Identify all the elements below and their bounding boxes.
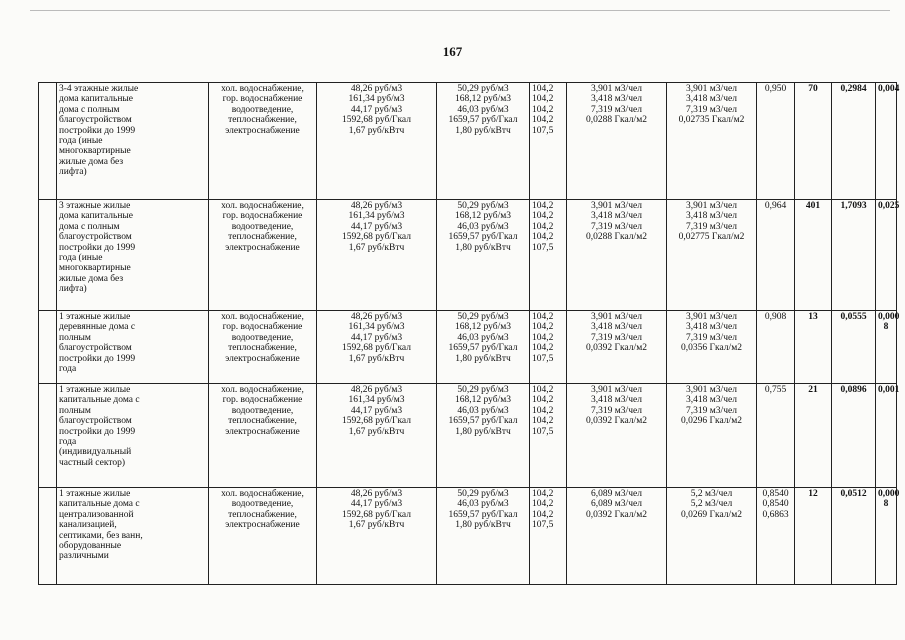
coefficient-cell [757,200,795,311]
cell-line: 7,319 м3/чел [686,332,737,343]
cell-line: 8 [883,499,889,510]
cell-line: 161,34 руб/м3 [348,395,405,406]
table-row [39,311,897,384]
tariffs-current-cell [317,200,437,311]
coefficient-cell [757,488,795,585]
scan-edge [30,10,890,11]
coefficient-cell [757,384,795,488]
cell-line: 1659,57 руб/Гкал [448,509,518,520]
cell-line: года [59,364,77,375]
cell-line: 1659,57 руб/Гкал [448,232,518,243]
cell-line: частный сектор) [59,457,126,468]
value-2-cell: 1,7093 [832,200,876,311]
cell-line: теплоснабжение, [228,343,297,354]
page-number: 167 [442,44,463,59]
tariff-table [38,82,900,585]
cell-line: 104,2 [532,94,554,105]
cell-line: 1659,57 руб/Гкал [448,343,518,354]
cell-line: 1,80 руб/кВтч [455,520,511,531]
norm-current-cell [567,83,667,200]
index-cell [530,384,567,488]
cell-line: 0,0269 Гкал/м2 [681,509,742,520]
cell-line: 0,0392 Гкал/м2 [586,416,647,427]
cell-line: 0,000 [878,312,900,322]
cell-line: 48,26 руб/м3 [350,312,403,322]
cell-line: 104,2 [532,312,554,322]
cell-line: 104,2 [532,343,554,354]
tariffs-current-cell [317,384,437,488]
cell-line: 0,004 [878,84,900,94]
norm-current-cell [567,488,667,585]
cell-line: 7,319 м3/чел [686,405,737,416]
value-1-cell: 13 [795,311,832,384]
cell-line: 7,319 м3/чел [686,221,737,232]
cell-line: 104,2 [532,322,554,333]
cell-line: 3,901 м3/чел [591,385,642,395]
cell-line: 1 этажные жилые [59,489,131,499]
cell-line: 0,755 [764,385,787,395]
cell-line: 3,418 м3/чел [686,395,737,406]
norm-new-cell [667,384,757,488]
row-margin-cell [39,488,57,585]
cell-line: 46,03 руб/м3 [457,221,509,232]
value-1-cell: 70 [795,83,832,200]
cell-line: лифта) [59,284,87,295]
cell-line: 1592,68 руб/Гкал [342,343,411,354]
cell-line: 3,901 м3/чел [591,84,642,94]
cell-line: 0,001 [878,385,900,395]
cell-line: 104,2 [532,221,554,232]
cell-line: гор. водоснабжение [222,94,303,105]
cell-line: теплоснабжение, [228,509,297,520]
tariffs-new-cell [437,200,530,311]
services-cell [209,384,317,488]
cell-line: 104,2 [532,416,554,427]
norm-new-cell [667,311,757,384]
cell-line: 104,2 [532,84,554,94]
cell-line: постройки до 1999 [59,125,136,136]
cell-line: теплоснабжение, [228,416,297,427]
cell-line: 44,17 руб/м3 [350,405,403,416]
cell-line: 1,67 руб/кВтч [348,125,405,136]
cell-line: деревянные дома с [59,322,136,333]
cell-line: 104,2 [532,385,554,395]
cell-line: 161,34 руб/м3 [348,322,405,333]
value-2-cell: 0,0512 [832,488,876,585]
cell-line: электроснабжение [225,426,300,437]
cell-line: 3,901 м3/чел [686,312,737,322]
norm-new-cell [667,83,757,200]
cell-line: 0,0296 Гкал/м2 [681,416,742,427]
value-2-cell: 0,2984 [832,83,876,200]
cell-line: 3,901 м3/чел [686,385,737,395]
cell-line: 104,2 [532,211,554,222]
value-3-cell [876,311,900,384]
cell-line: 1,67 руб/кВтч [348,353,405,364]
cell-line: 0,0392 Гкал/м2 [586,509,647,520]
cell-line: 161,34 руб/м3 [348,211,405,222]
cell-line: 1659,57 руб/Гкал [448,416,518,427]
cell-line: 104,2 [532,104,554,115]
cell-line: 3,418 м3/чел [591,395,642,406]
cell-line: 50,29 руб/м3 [457,489,509,499]
value-1-cell: 21 [795,384,832,488]
tariffs-new-cell [437,83,530,200]
cell-line: 0,025 [878,201,900,211]
cell-line: 168,12 руб/м3 [455,94,511,105]
cell-line: гор. водоснабжение [222,211,303,222]
cell-line: 0,6863 [762,509,789,520]
cell-line: 1,67 руб/кВтч [348,520,405,531]
cell-line: 1,80 руб/кВтч [455,242,511,253]
tariffs-current-cell [317,83,437,200]
table-row [39,83,897,200]
cell-line: 3,418 м3/чел [686,94,737,105]
cell-line: капитальные дома с [59,395,140,406]
cell-line: 3 этажные жилые [59,201,131,211]
cell-line: 44,17 руб/м3 [350,332,403,343]
cell-line: благоустройством [59,416,132,427]
cell-line: 1592,68 руб/Гкал [342,115,411,126]
cell-line: 104,2 [532,201,554,211]
cell-line: дома с полным [59,221,120,232]
cell-line: 6,089 м3/чел [591,489,642,499]
cell-line: 3,418 м3/чел [591,322,642,333]
cell-line: 3,901 м3/чел [591,312,642,322]
cell-line: 6,089 м3/чел [591,499,642,510]
cell-line: 0,02775 Гкал/м2 [678,232,745,243]
cell-line: дома капитальные [59,94,133,105]
services-cell [209,83,317,200]
cell-line: 107,5 [532,520,554,531]
cell-line: 168,12 руб/м3 [455,322,511,333]
tariff-table-body [39,83,900,585]
cell-line: 0,8540 [762,489,789,499]
cell-line: благоустройством [59,343,132,354]
cell-line: 107,5 [532,242,554,253]
cell-line: 104,2 [532,232,554,243]
cell-line: 107,5 [532,426,554,437]
index-cell [530,311,567,384]
bottom-rule [38,584,858,585]
cell-line: теплоснабжение, [228,115,297,126]
cell-line: лифта) [59,167,87,178]
cell-line: 1 этажные жилые [59,385,131,395]
cell-line: 48,26 руб/м3 [350,84,403,94]
cell-line: (индивидуальный [59,447,132,458]
cell-line: 7,319 м3/чел [591,405,642,416]
cell-line: 104,2 [532,489,554,499]
cell-line: 50,29 руб/м3 [457,201,509,211]
cell-line: различными [59,551,109,562]
cell-line: 1592,68 руб/Гкал [342,232,411,243]
cell-line: 8 [883,322,889,333]
cell-line: теплоснабжение, [228,232,297,243]
cell-line: жилые дома без [59,156,124,167]
cell-line: гор. водоснабжение [222,395,303,406]
cell-line: электроснабжение [225,125,300,136]
category-cell [57,83,209,200]
value-3-cell [876,83,900,200]
table-row [39,384,897,488]
category-cell [57,311,209,384]
cell-line: 107,5 [532,353,554,364]
cell-line: 107,5 [532,125,554,136]
norm-new-cell [667,200,757,311]
cell-line: 7,319 м3/чел [591,332,642,343]
cell-line: 104,2 [532,499,554,510]
cell-line: 1,80 руб/кВтч [455,125,511,136]
cell-line: 1592,68 руб/Гкал [342,509,411,520]
cell-line: благоустройством [59,232,132,243]
coefficient-cell [757,311,795,384]
services-cell [209,200,317,311]
cell-line: 0,000 [878,489,900,499]
cell-line: постройки до 1999 [59,353,136,364]
cell-line: 0,8540 [762,499,789,510]
row-margin-cell [39,384,57,488]
cell-line: полным [59,332,91,343]
cell-line: 0,908 [764,312,787,322]
cell-line: 104,2 [532,332,554,343]
cell-line: септиками, без ванн, [59,530,143,541]
cell-line: 44,17 руб/м3 [350,104,403,115]
cell-line: 50,29 руб/м3 [457,385,509,395]
cell-line: 48,26 руб/м3 [350,201,403,211]
index-cell [530,488,567,585]
cell-line: 168,12 руб/м3 [455,211,511,222]
cell-line: постройки до 1999 [59,426,136,437]
category-cell [57,200,209,311]
cell-line: 46,03 руб/м3 [457,405,509,416]
cell-line: полным [59,405,91,416]
norm-current-cell [567,384,667,488]
cell-line: 1,80 руб/кВтч [455,353,511,364]
value-3-cell [876,384,900,488]
cell-line: 44,17 руб/м3 [350,499,403,510]
cell-line: 161,34 руб/м3 [348,94,405,105]
category-cell [57,488,209,585]
cell-line: жилые дома без [59,273,124,284]
cell-line: 0,0392 Гкал/м2 [586,343,647,354]
cell-line: 3,901 м3/чел [591,201,642,211]
tariffs-current-cell [317,311,437,384]
cell-line: 46,03 руб/м3 [457,499,509,510]
cell-line: 1,67 руб/кВтч [348,426,405,437]
cell-line: 7,319 м3/чел [591,221,642,232]
cell-line: многоквартирные [59,263,131,274]
cell-line: 46,03 руб/м3 [457,332,509,343]
cell-line: 104,2 [532,405,554,416]
cell-line: водоотведение, [231,405,294,416]
cell-line: 3,901 м3/чел [686,201,737,211]
cell-line: хол. водоснабжение, [221,312,304,322]
cell-line: электроснабжение [225,242,300,253]
cell-line: хол. водоснабжение, [221,84,304,94]
norm-current-cell [567,200,667,311]
cell-line: оборудованные [59,541,122,552]
cell-line: 1 этажные жилые [59,312,131,322]
cell-line: 48,26 руб/м3 [350,489,403,499]
cell-line: дома с полным [59,104,120,115]
cell-line: 0,964 [764,201,787,211]
row-margin-cell [39,83,57,200]
cell-line: года (иные [59,136,103,147]
cell-line: 1592,68 руб/Гкал [342,416,411,427]
cell-line: 0,0288 Гкал/м2 [586,115,647,126]
cell-line: 104,2 [532,115,554,126]
cell-line: капитальные дома с [59,499,140,510]
table-row [39,200,897,311]
cell-line: 7,319 м3/чел [591,104,642,115]
norm-current-cell [567,311,667,384]
value-3-cell [876,200,900,311]
value-2-cell: 0,0555 [832,311,876,384]
cell-line: водоотведение, [231,104,294,115]
cell-line: 168,12 руб/м3 [455,395,511,406]
value-3-cell [876,488,900,585]
cell-line: 104,2 [532,509,554,520]
cell-line: 0,0288 Гкал/м2 [586,232,647,243]
cell-line: 46,03 руб/м3 [457,104,509,115]
cell-line: 5,2 м3/чел [690,499,733,510]
cell-line: 1,80 руб/кВтч [455,426,511,437]
cell-line: 3,901 м3/чел [686,84,737,94]
cell-line: 0,0356 Гкал/м2 [681,343,742,354]
services-cell [209,488,317,585]
cell-line: постройки до 1999 [59,242,136,253]
table-row [39,488,897,585]
cell-line: водоотведение, [231,221,294,232]
tariffs-new-cell [437,488,530,585]
cell-line: хол. водоснабжение, [221,385,304,395]
cell-line: года (иные [59,253,103,264]
coefficient-cell [757,83,795,200]
value-2-cell: 0,0896 [832,384,876,488]
tariffs-current-cell [317,488,437,585]
cell-line: 5,2 м3/чел [690,489,733,499]
cell-line: 44,17 руб/м3 [350,221,403,232]
value-1-cell: 12 [795,488,832,585]
cell-line: 3,418 м3/чел [686,322,737,333]
norm-new-cell [667,488,757,585]
value-1-cell: 401 [795,200,832,311]
index-cell [530,83,567,200]
cell-line: водоотведение, [231,499,294,510]
cell-line: электроснабжение [225,353,300,364]
cell-line: 1659,57 руб/Гкал [448,115,518,126]
cell-line: 1,67 руб/кВтч [348,242,405,253]
cell-line: 0,950 [764,84,787,94]
cell-line: гор. водоснабжение [222,322,303,333]
cell-line: дома капитальные [59,211,133,222]
cell-line: 3,418 м3/чел [591,211,642,222]
cell-line: года [59,437,77,448]
cell-line: 0,02735 Гкал/м2 [678,115,745,126]
cell-line: канализацией, [59,520,117,531]
row-margin-cell [39,311,57,384]
cell-line: 3-4 этажные жилые [59,84,139,94]
cell-line: 48,26 руб/м3 [350,385,403,395]
tariffs-new-cell [437,384,530,488]
cell-line: 7,319 м3/чел [686,104,737,115]
cell-line: водоотведение, [231,332,294,343]
cell-line: электроснабжение [225,520,300,531]
row-margin-cell [39,200,57,311]
index-cell [530,200,567,311]
category-cell [57,384,209,488]
cell-line: централизованной [59,509,134,520]
cell-line: хол. водоснабжение, [221,201,304,211]
cell-line: 50,29 руб/м3 [457,312,509,322]
cell-line: 3,418 м3/чел [591,94,642,105]
cell-line: 104,2 [532,395,554,406]
tariffs-new-cell [437,311,530,384]
cell-line: благоустройством [59,115,132,126]
cell-line: хол. водоснабжение, [221,489,304,499]
cell-line: многоквартирные [59,146,131,157]
services-cell [209,311,317,384]
cell-line: 3,418 м3/чел [686,211,737,222]
cell-line: 50,29 руб/м3 [457,84,509,94]
